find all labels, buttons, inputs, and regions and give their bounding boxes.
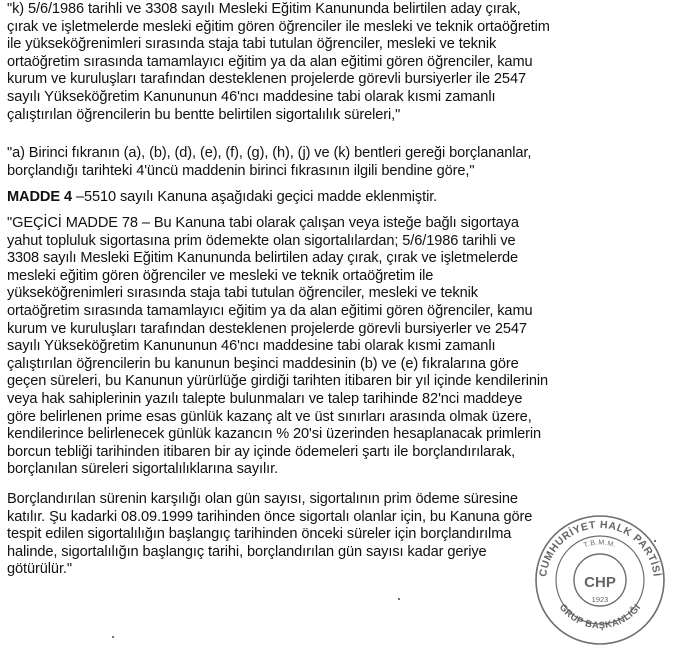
seal-emblem-text: CHP [584, 574, 616, 591]
gecici-madde-78: "GEÇİCİ MADDE 78 – Bu Kanuna tabi olarak çalışan veya isteğe bağlı sigortaya yahut topluluk sigortasına prim ödemekte olan sigortalılardan; 5/6/1986 tarihli ve 3308 sayılı Mesleki Eğitim Kanununda belirtilen aday çırak, çırak ve işletmelerde mesleki eğitim gören öğrenciler ve mesleki ve teknik ortaöğretim ile yükseköğrenimleri sırasında staja tabi tutulan öğrenciler, mesleki ve teknik ortaöğretim sırasında tamamlayıcı eğitim ya da alan eğitimi gören öğrenciler, kamu kurum ve kuruluşları tarafından desteklenen projelerde görevli bursiyerler ve 2547 sayılı Yükseköğretim Kanununun 46'ncı maddesine tabi olarak kısmi zamanlı çalıştırılan öğrencilerin bu kanunun beşinci maddesinin (b) ve (e) fıkralarına göre geçen süreleri, bu Kanunun yürürlüğe girdiği tarihten itibaren bir yıl içinde kendilerinin veya hak sahiplerinin yazılı talepte bulunmaları ve talep tarihinde 82'nci maddeye göre belirlenen prime esas günlük kazanç alt ve üst sınırları arasında olmak üzere, kendilerince belirlenecek günlük kazancın % 20'si üzerinden hesaplanacak primlerin borcun tebliği tarihinden itibaren bir ay içinde ödemeleri şartı ile borçlandırılarak, borçlanılan süreleri sigortalılıklarına sayılır. [7, 215, 549, 478]
madde-text: –5510 sayılı Kanuna aşağıdaki geçici madde eklenmiştir. [71, 189, 438, 205]
scan-speck [398, 598, 400, 600]
party-seal-stamp [532, 512, 668, 648]
paragraph-a-bent: "a) Birinci fıkranın (a), (b), (d), (e), (f), (g), (h), (j) ve (k) bentleri gereği borçlananlar, borçlandığı tarihteki 4'üncü maddenin birinci fıkrasının ilgili bendine göre," [7, 145, 532, 179]
seal-top-letters: T.B.M.M. [582, 539, 618, 550]
seal-unit-name: GRUP BAŞKANLIĞI [556, 602, 644, 632]
paragraph-k-bent: "k) 5/6/1986 tarihli ve 3308 sayılı Mesleki Eğitim Kanununda belirtilen aday çırak, çırak ve işletmelerde mesleki eğitim gören öğrenciler ile mesleki ve teknik ortaöğretim ile yükseköğrenimleri sırasında staja tabi tutulan öğrenciler, mesleki ve teknik ortaöğretim sırasında tamamlayıcı eğitim ya da alan eğitimi gören öğrenciler, kamu kurum ve kuruluşları tarafından desteklenen projelerde görevli bursiyerler ile 2547 sayılı Yükseköğretim Kanununun 46'ncı maddesine tabi olarak kısmi zamanlı çalıştırılan öğrencilerin bu bentte belirtilen sigortalılık süreleri," [7, 1, 550, 123]
scan-speck [112, 636, 114, 638]
seal-party-name: CUMHURİYET HALK PARTİSİ [537, 518, 663, 578]
scan-speck [654, 540, 656, 542]
madde-4-line [7, 189, 669, 207]
borclandirilan-paragraph: Borçlandırılan sürenin karşılığı olan gün sayısı, sigortalının prim ödeme süresine katılır. Şu kadarki 08.09.1999 tarihinden önce sigortalı olanlar için, bu Kanuna göre tespit edilen sigortalılığın başlangıç tarihinden önceki süreler için borçlandırılma halinde, sigortalılığın başlangıç tarihi, borçlandırılan gün sayısı kadar geriye götürülür." [7, 491, 533, 578]
madde-heading: MADDE 4 [7, 189, 72, 205]
seal-year: 1923 [591, 595, 609, 604]
